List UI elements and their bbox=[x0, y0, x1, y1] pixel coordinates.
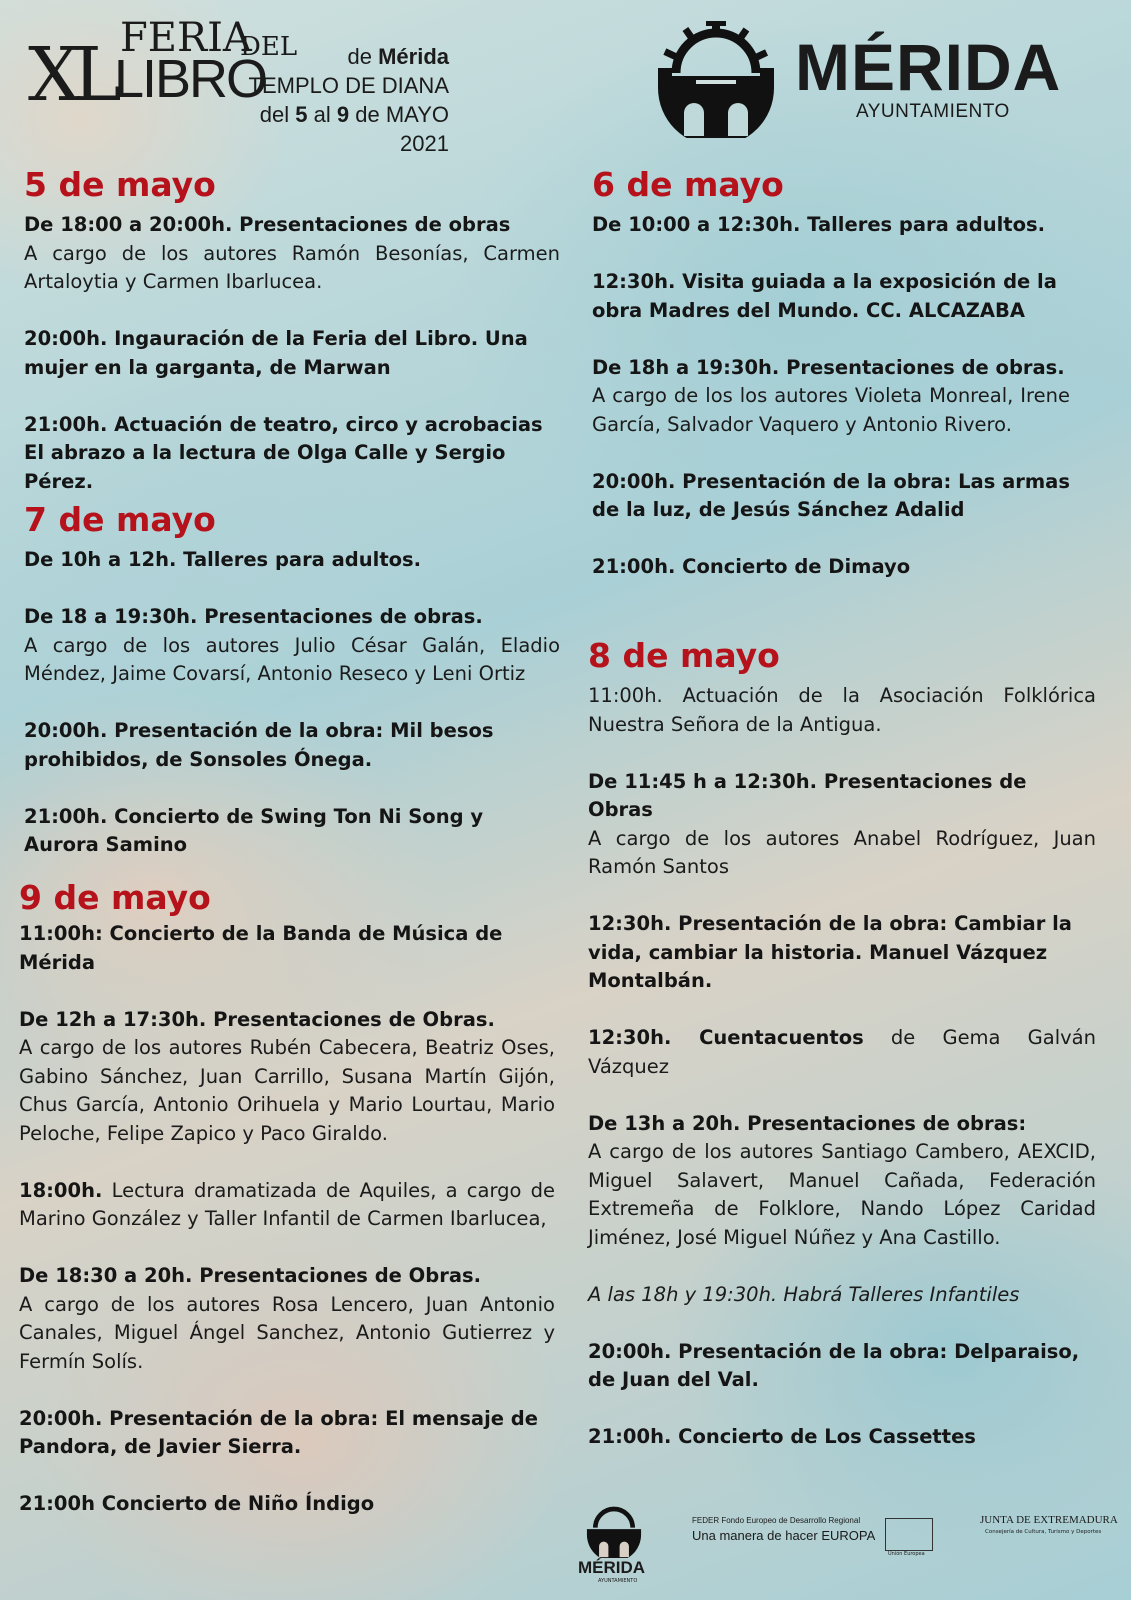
entry-title: 20:00h. Presentación de la obra: Las armas de la luz, de Jesús Sánchez Adalid bbox=[592, 469, 1070, 521]
day-heading: 7 de mayo bbox=[24, 500, 216, 539]
entry-title: 20:00h. Presentación de la obra: Mil besos prohibidos, de Sonsoles Ónega. bbox=[24, 719, 494, 771]
schedule-entry bbox=[588, 910, 1096, 996]
brand-name: MÉRIDA bbox=[795, 30, 1062, 104]
entry-title: De 18:00 a 20:00h. Presentaciones de obras bbox=[24, 213, 511, 236]
schedule-entry bbox=[19, 1262, 555, 1376]
logo-del: DEL bbox=[240, 32, 298, 62]
brand-subtitle: AYUNTAMIENTO bbox=[856, 101, 1010, 122]
footer-merida: MÉRIDA bbox=[578, 1558, 646, 1577]
schedule-entry bbox=[588, 1024, 1096, 1081]
schedule-entry bbox=[24, 717, 560, 774]
footer-consejeria: Consejería de Cultura, Turismo y Deportes bbox=[985, 1529, 1102, 1535]
day-heading: 9 de mayo bbox=[19, 878, 211, 917]
schedule-entry bbox=[24, 546, 560, 575]
schedule-entry bbox=[588, 1423, 1096, 1452]
day-section-5-mayo bbox=[24, 165, 560, 525]
entry-title: De 12h a 17:30h. Presentaciones de Obras. bbox=[19, 1007, 495, 1031]
entry-title: De 13h a 20h. Presentaciones de obras: bbox=[588, 1111, 1027, 1135]
entry-text: Lectura dramatizada de Aquiles, a cargo de Marino González y Taller Infantil de Carmen Ibarlucea, bbox=[19, 1178, 555, 1230]
entry-title: 12:30h. Visita guiada a la exposición de la obra Madres del Mundo. CC. ALCAZABA bbox=[592, 270, 1057, 322]
schedule-entry bbox=[588, 1110, 1096, 1253]
entry-text: A cargo de los los autores Violeta Monreal, Irene García, Salvador Vaquero y Antonio Rivero. bbox=[592, 384, 1070, 436]
info-year: 2021 bbox=[400, 131, 449, 156]
entry-title: 11:00h: Concierto de la Banda de Música de Mérida bbox=[19, 922, 503, 974]
info-end: 9 bbox=[336, 102, 350, 127]
logo-feria: FERIA bbox=[120, 15, 252, 61]
schedule-entry bbox=[24, 603, 560, 689]
schedule-entry bbox=[592, 211, 1070, 240]
day-section-7-mayo bbox=[24, 500, 560, 888]
day-heading: 6 de mayo bbox=[592, 165, 784, 204]
entry-text: A cargo de los autores Anabel Rodríguez, Juan Ramón Santos bbox=[588, 826, 1096, 878]
entry-title: 20:00h. Presentación de la obra: El mensaje de Pandora, de Javier Sierra. bbox=[19, 1406, 538, 1458]
entry-text: A cargo de los autores Rubén Cabecera, Beatriz Oses, Gabino Sánchez, Juan Carrillo, Susana Martín Gijón, Chus García, Antonio Orihuela y Mario Lourtau, Mario Peloche, Felipe Zapico y Paco Giraldo. bbox=[19, 1036, 555, 1145]
entry-text: de Gema Galván Vázquez bbox=[588, 1026, 1096, 1078]
day-section-8-mayo bbox=[588, 636, 1096, 1480]
info-de: de bbox=[347, 44, 379, 69]
entry-title: 21:00h. Concierto de Los Cassettes bbox=[588, 1425, 976, 1448]
info-venue: TEMPLO DE DIANA bbox=[248, 73, 449, 98]
day-section-6-mayo bbox=[592, 165, 1070, 610]
entry-title: 12:30h. Cuentacuentos bbox=[588, 1026, 864, 1049]
schedule-entry bbox=[588, 1281, 1096, 1310]
footer-europa: Una manera de hacer EUROPA bbox=[692, 1528, 876, 1543]
sponsor-footer bbox=[0, 1500, 1131, 1600]
day-heading: 8 de mayo bbox=[588, 636, 780, 675]
entry-title: 20:00h. Presentación de la obra: Delparaiso, de Juan del Val. bbox=[588, 1339, 1080, 1391]
schedule-entry bbox=[592, 268, 1070, 325]
entry-text: A cargo de los autores Santiago Cambero, AEXCID, Miguel Salavert, Manuel Cañada, Federación Extremeña de Folklore, Nando López Caridad Jiménez, José Miguel Núñez y Ana Castillo. bbox=[588, 1140, 1096, 1249]
entry-title: 21:00h Concierto de Niño Índigo bbox=[19, 1492, 375, 1515]
entry-title: 18:00h. bbox=[19, 1178, 103, 1202]
entry-title: De 18:30 a 20h. Presentaciones de Obras. bbox=[19, 1264, 481, 1287]
footer-eu-label: Unión Europea bbox=[888, 1551, 925, 1557]
footer-junta: JUNTA DE EXTREMADURA bbox=[980, 1514, 1118, 1526]
schedule-entry bbox=[24, 411, 560, 497]
entry-title: 20:00h. Ingauración de la Feria del Libro. Una mujer en la garganta, de Marwan bbox=[24, 327, 528, 379]
entry-text: A cargo de los autores Ramón Besonías, Carmen Artaloytia y Carmen Ibarlucea. bbox=[24, 241, 560, 293]
info-start: 5 bbox=[295, 102, 308, 127]
entry-title: De 10:00 a 12:30h. Talleres para adultos. bbox=[592, 213, 1046, 236]
schedule-entry bbox=[588, 1338, 1096, 1395]
entry-title: De 18h a 19:30h. Presentaciones de obras. bbox=[592, 355, 1065, 379]
entry-title: 12:30h. Presentación de la obra: Cambiar la vida, cambiar la historia. Manuel Vázquez Montalbán. bbox=[588, 912, 1072, 992]
schedule-entry bbox=[24, 803, 560, 860]
event-info bbox=[249, 42, 449, 158]
schedule-entry bbox=[24, 211, 560, 297]
entry-title: 21:00h. Concierto de Swing Ton Ni Song y Aurora Samino bbox=[24, 804, 484, 856]
info-del: del bbox=[259, 102, 296, 127]
footer-ayuntamiento: AYUNTAMIENTO bbox=[598, 1578, 638, 1584]
eu-flag-icon bbox=[885, 1518, 933, 1551]
schedule-entry bbox=[588, 768, 1096, 882]
schedule-entry bbox=[19, 920, 555, 977]
entry-title: 21:00h. Concierto de Dimayo bbox=[592, 555, 911, 578]
entry-title: 21:00h. Actuación de teatro, circo y acrobacias El abrazo a la lectura de Olga Calle y Sergio Pérez. bbox=[24, 412, 543, 493]
schedule-entry bbox=[592, 553, 1070, 582]
entry-title: De 11:45 h a 12:30h. Presentaciones de Obras bbox=[588, 769, 1027, 821]
day-heading: 5 de mayo bbox=[24, 165, 216, 204]
schedule-entry bbox=[588, 682, 1096, 739]
info-al: al bbox=[307, 102, 337, 127]
merida-crest-icon bbox=[656, 18, 776, 138]
footer-feder: FEDER Fondo Europeo de Desarrollo Regional bbox=[692, 1516, 861, 1525]
entry-text: 11:00h. Actuación de la Asociación Folklórica Nuestra Señora de la Antigua. bbox=[588, 684, 1096, 736]
day-section-9-mayo bbox=[19, 878, 555, 1547]
entry-note: A las 18h y 19:30h. Habrá Talleres Infantiles bbox=[588, 1282, 1020, 1306]
logo-xl: XL bbox=[28, 32, 114, 118]
merida-crest-small-icon bbox=[585, 1502, 643, 1558]
entry-text: A cargo de los autores Rosa Lencero, Juan Antonio Canales, Miguel Ángel Sanchez, Antonio Gutierrez y Fermín Solís. bbox=[19, 1292, 555, 1373]
entry-text: A cargo de los autores Julio César Galán, Eladio Méndez, Jaime Covarsí, Antonio Reseco y Leni Ortiz bbox=[24, 633, 560, 685]
schedule-entry bbox=[19, 1405, 555, 1462]
schedule-entry bbox=[19, 1006, 555, 1149]
entry-title: De 10h a 12h. Talleres para adultos. bbox=[24, 548, 422, 571]
schedule-entry bbox=[19, 1177, 555, 1234]
schedule-entry bbox=[592, 468, 1070, 525]
logo-libro: LIBRO bbox=[114, 49, 267, 109]
info-city: Mérida bbox=[378, 44, 449, 69]
info-month: de MAYO bbox=[349, 102, 449, 127]
entry-title: De 18 a 19:30h. Presentaciones de obras. bbox=[24, 605, 483, 628]
schedule-entry bbox=[592, 354, 1070, 440]
schedule-entry bbox=[24, 325, 560, 382]
